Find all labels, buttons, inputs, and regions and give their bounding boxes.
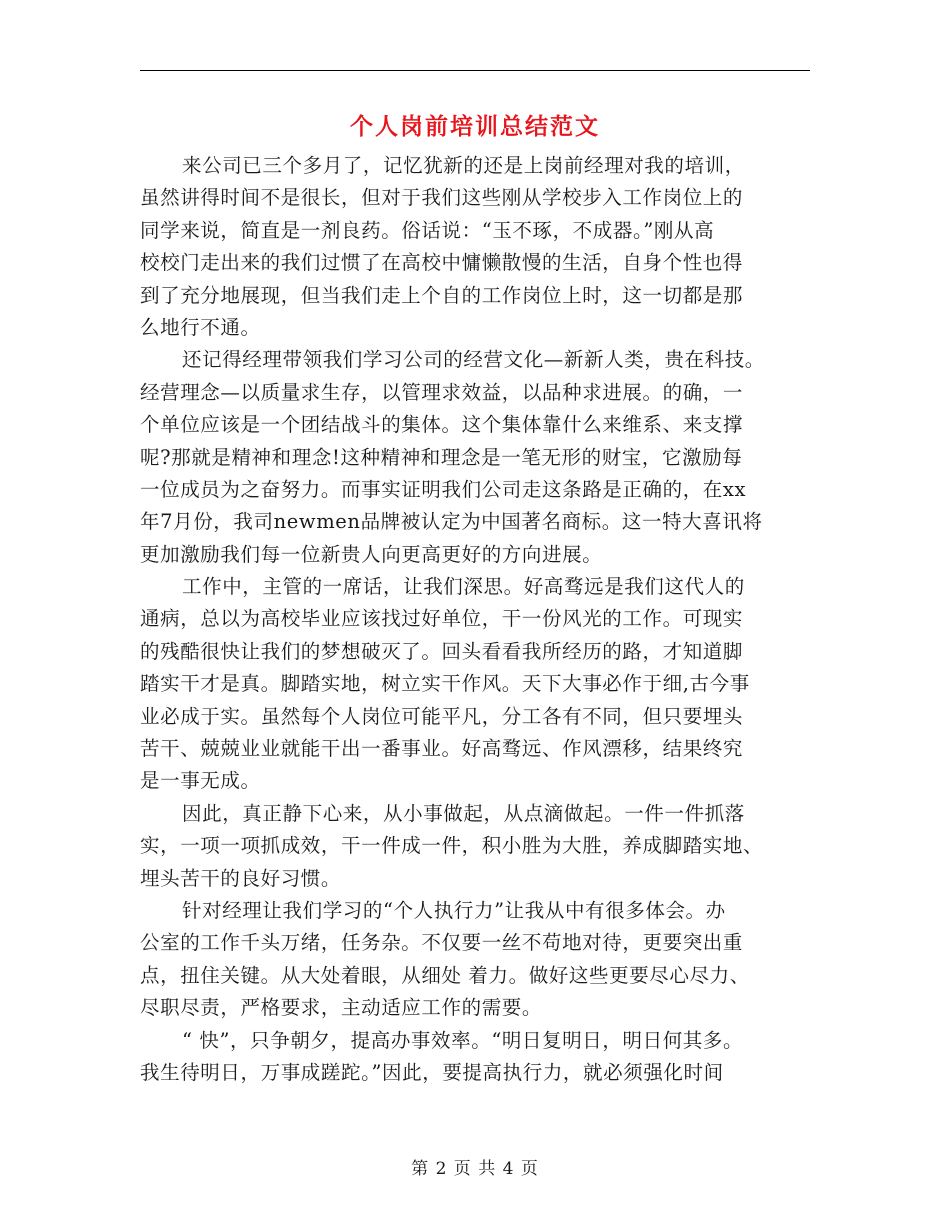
paragraph-line: 虽然讲得时间不是很长，但对于我们这些刚从学校步入工作岗位上的 (140, 186, 744, 210)
paragraph-line: 业必成于实。虽然每个人岗位可能平凡，分工各有不同，但只要埋头 (140, 704, 744, 728)
paragraph-line: 通病，总以为高校毕业应该找过好单位，干一份风光的工作。可现实 (140, 607, 744, 631)
paragraph-line: 校校门走出来的我们过惯了在高校中慵懒散慢的生活，自身个性也得 (140, 251, 744, 275)
paragraph-line: 工作中，主管的一席话，让我们深思。好高骛远是我们这代人的 (182, 575, 745, 599)
header-rule (140, 70, 810, 71)
paragraph-line: 同学来说，简直是一剂良药。俗话说：“玉不琢，不成器。”刚从高 (140, 218, 715, 242)
paragraph-line: 经营理念—以质量求生存，以管理求效益，以品种求进展。的确，一 (140, 380, 744, 404)
paragraph-line: 么地行不通。 (140, 315, 261, 339)
document-body (140, 150, 816, 1089)
paragraph-line: 尽职尽责，严格要求，主动适应工作的需要。 (140, 996, 543, 1020)
paragraph-line: 埋头苦干的良好习惯。 (140, 866, 342, 890)
paragraph-line: 因此，真正静下心来，从小事做起，从点滴做起。一件一件抓落 (182, 801, 745, 825)
paragraph-line: 苦干、兢兢业业就能干出一番事业。好高骛远、作风漂移，结果终究 (140, 737, 744, 761)
paragraph-line: 是一事无成。 (140, 769, 261, 793)
paragraph-line: 还记得经理带领我们学习公司的经营文化—新新人类，贵在科技。 (182, 348, 765, 372)
paragraph-line: 来公司已三个多月了，记忆犹新的还是上岗前经理对我的培训， (182, 154, 745, 177)
paragraph-line: 个单位应该是一个团结战斗的集体。这个集体靠什么来维系、来支撑 (140, 413, 744, 437)
page-number: 第 2 页 共 4 页 (411, 1159, 539, 1179)
paragraph-line: 呢?那就是精神和理念!这种精神和理念是一笔无形的财宝，它激励每 (140, 445, 743, 469)
document-title: 个人岗前培训总结范文 (350, 113, 600, 140)
paragraph-line: 踏实干才是真。脚踏实地，树立实干作风。天下大事必作于细,古今事 (140, 672, 750, 696)
paragraph-line: 更加激励我们每一位新贵人向更高更好的方向进展。 (140, 542, 603, 566)
paragraph-line: 一位成员为之奋努力。而事实证明我们公司走这条路是正确的，在xx (140, 477, 747, 501)
paragraph-line: “ 快”，只争朝夕，提高办事效率。“明日复明日，明日何其多。 (182, 1028, 744, 1052)
paragraph-line: 到了充分地展现，但当我们走上个自的工作岗位上时，这一切都是那 (140, 283, 744, 307)
paragraph-line: 针对经理让我们学习的“个人执行力”让我从中有很多体会。办 (182, 898, 726, 922)
paragraph-line: 年7月份，我司newmen品牌被认定为中国著名商标。这一特大喜讯将 (140, 510, 763, 534)
paragraph-line: 公室的工作千头万绪，任务杂。不仅要一丝不苟地对待，更要突出重 (140, 931, 744, 955)
paragraph-line: 的残酷很快让我们的梦想破灭了。回头看看我所经历的路，才知道脚 (140, 639, 744, 663)
paragraph-line: 我生待明日，万事成蹉跎。”因此，要提高执行力，就必须强化时间 (140, 1060, 724, 1084)
paragraph-line: 实，一项一项抓成效，干一件成一件，积小胜为大胜，养成脚踏实地、 (140, 834, 764, 858)
paragraph-line: 点，扭住关键。从大处着眼，从细处 着力。做好这些更要尽心尽力、 (140, 963, 750, 987)
